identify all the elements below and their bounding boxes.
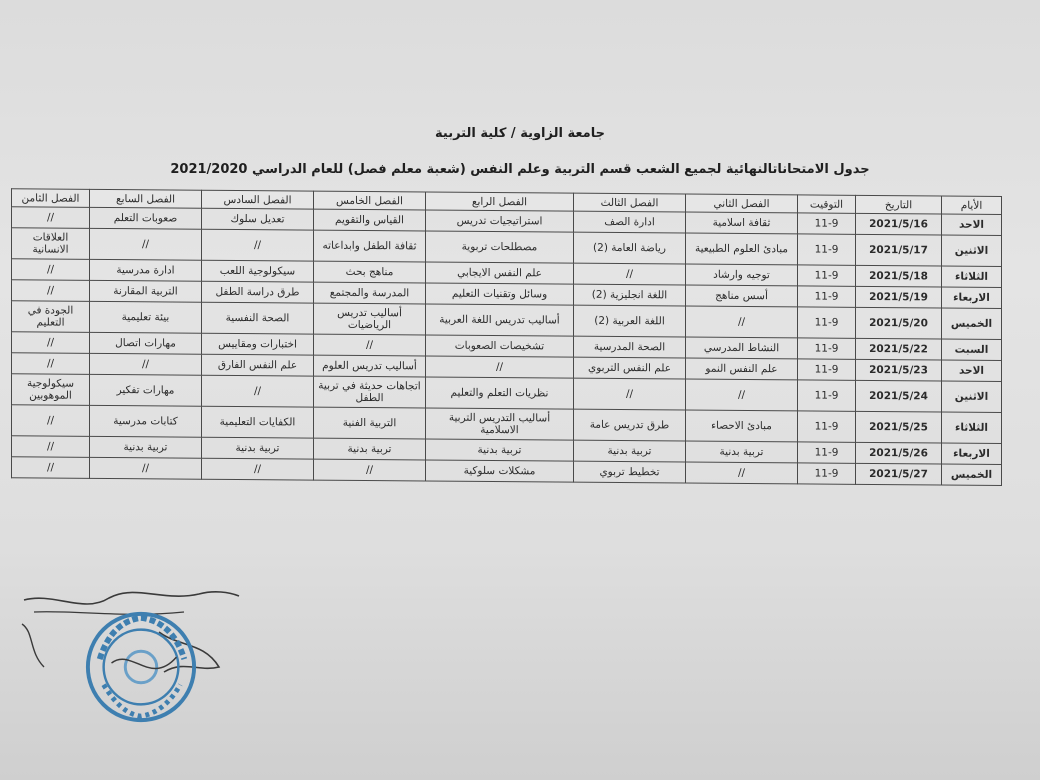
course-cell: الكفايات التعليمية [202,406,314,438]
day-cell: الخميس [942,308,1002,339]
column-header: الفصل الثامن [12,189,90,208]
course-cell: // [90,457,202,479]
column-header: الفصل الثالث [574,193,686,212]
course-cell: وسائل وتقنيات التعليم [426,283,574,305]
course-cell: // [12,280,90,302]
course-cell: الصحة المدرسية [574,336,686,358]
course-cell: // [12,405,90,437]
course-cell: النشاط المدرسي [686,337,798,359]
course-cell: علم النفس النمو [686,358,798,380]
date-cell: 2021/5/20 [856,307,942,339]
course-cell: // [12,332,90,354]
course-cell: مهارات تفكير [90,374,202,406]
course-cell: // [314,334,426,356]
course-cell: بيئة تعليمية [90,301,202,333]
signature-stroke [22,624,44,667]
course-cell: تربية بدنية [426,439,574,461]
time-cell: 11-9 [798,307,856,338]
day-cell: الاثنين [942,381,1002,412]
course-cell: استراتيجيات تدريس [426,210,574,232]
course-cell: مشكلات سلوكية [426,460,574,482]
course-cell: ثقافة الطفل وابداعاته [314,230,426,262]
course-cell: العلاقات الانسانية [12,228,90,260]
university-heading: جامعة الزاوية / كلية التربية [435,126,605,141]
course-cell: // [12,259,90,281]
course-cell: طرق دراسة الطفل [202,281,314,303]
course-cell: توجيه وارشاد [686,264,798,286]
course-cell: نظريات التعلم والتعليم [426,377,574,409]
date-cell: 2021/5/17 [856,234,942,266]
course-cell: أسس مناهج [686,285,798,307]
course-cell: تربية بدنية [202,437,314,459]
signature-stroke [24,592,239,604]
date-cell: 2021/5/27 [856,463,942,485]
date-cell: 2021/5/24 [856,380,942,412]
course-cell: التربية المقارنة [90,280,202,302]
day-cell: الخميس [942,464,1002,485]
column-header: الأيام [942,196,1002,214]
exam-schedule-title: جدول الامتحاناتالنهائية لجميع الشعب قسم التربية وعلم النفس (شعبة معلم فصل) للعام الدراسي 2021/2020 [170,162,870,177]
course-cell: // [686,379,798,411]
column-header: الفصل الخامس [314,191,426,210]
column-header: التاريخ [856,195,942,214]
course-cell: تشخيصات الصعوبات [426,335,574,357]
course-cell: تعديل سلوك [202,208,314,230]
course-cell: الصحة النفسية [202,302,314,334]
course-cell: // [202,375,314,407]
day-cell: الاثنين [942,235,1002,266]
course-cell: التربية الفنية [314,407,426,439]
course-cell: // [90,353,202,375]
course-cell: أساليب تدريس العلوم [314,355,426,377]
course-cell: تربية بدنية [90,436,202,458]
column-header: التوقيت [798,195,856,213]
day-cell: الاحد [942,360,1002,381]
course-cell: // [12,353,90,375]
course-cell: ادارة مدرسية [90,259,202,281]
course-cell: مصطلحات تربوية [426,231,574,263]
course-cell: سيكولوجية الموهوبين [12,374,90,406]
stamp-signature-overlay [112,657,177,668]
course-cell: الجودة في التعليم [12,301,90,333]
time-cell: 11-9 [798,380,856,411]
course-cell: مبادئ العلوم الطبيعية [686,233,798,265]
date-cell: 2021/5/26 [856,442,942,464]
course-cell: رياضة العامة (2) [574,232,686,264]
date-cell: 2021/5/22 [856,338,942,360]
time-cell: 11-9 [798,359,856,380]
course-cell: اتجاهات حديثة في تربية الطفل [314,376,426,408]
day-cell: الثلاثاء [942,266,1002,287]
course-cell: علم النفس الايجابي [426,262,574,284]
date-cell: 2021/5/18 [856,265,942,287]
course-cell: // [314,459,426,481]
date-cell: 2021/5/23 [856,359,942,381]
course-cell: مبادئ الاحصاء [686,410,798,442]
stamp-emblem [125,651,156,682]
time-cell: 11-9 [798,265,856,286]
exam-schedule-table [11,188,1002,486]
course-cell: // [90,228,202,260]
course-cell: تربية بدنية [314,438,426,460]
course-cell: اللغة انجليزية (2) [574,284,686,306]
time-cell: 11-9 [798,234,856,265]
course-cell: كتابات مدرسية [90,405,202,437]
course-cell: // [426,356,574,378]
course-cell: ادارة الصف [574,211,686,233]
course-cell: // [574,263,686,285]
time-cell: 11-9 [798,286,856,307]
time-cell: 11-9 [798,411,856,442]
course-cell: // [12,207,90,229]
course-cell: أساليب تدريس الرياضيات [314,303,426,335]
stamp-inner-ring [104,630,179,705]
day-cell: الاربعاء [942,443,1002,464]
day-cell: الاحد [942,214,1002,235]
university-stamp [82,608,200,726]
course-cell: تربية بدنية [686,441,798,463]
time-cell: 11-9 [798,213,856,234]
course-cell: القياس والتقويم [314,209,426,231]
course-cell: المدرسة والمجتمع [314,282,426,304]
course-cell: أساليب تدريس اللغة العربية [426,304,574,336]
date-cell: 2021/5/25 [856,411,942,443]
course-cell: // [686,462,798,484]
course-cell: علم النفس التربوي [574,357,686,379]
course-cell: تخطيط تربوي [574,461,686,483]
course-cell: // [574,378,686,410]
column-header: الفصل السابع [90,189,202,208]
course-cell: // [12,457,90,479]
time-cell: 11-9 [798,442,856,463]
day-cell: الثلاثاء [942,412,1002,443]
course-cell: اختبارات ومقاييس [202,333,314,355]
course-cell: طرق تدريس عامة [574,409,686,441]
course-cell: ثقافة اسلامية [686,212,798,234]
course-cell: أساليب التدريس التربية الاسلامية [426,408,574,440]
course-cell: صعوبات التعلم [90,207,202,229]
day-cell: الاربعاء [942,287,1002,308]
course-cell: تربية بدنية [574,440,686,462]
day-cell: السبت [942,339,1002,360]
course-cell: // [202,229,314,261]
date-cell: 2021/5/16 [856,213,942,235]
time-cell: 11-9 [798,463,856,484]
course-cell: مهارات اتصال [90,332,202,354]
course-cell: اللغة العربية (2) [574,305,686,337]
column-header: الفصل السادس [202,190,314,209]
column-header: الفصل الرابع [426,192,574,211]
course-cell: سيكولوجية اللعب [202,260,314,282]
course-cell: // [686,306,798,338]
course-cell: علم النفس الفارق [202,354,314,376]
course-cell: // [12,436,90,458]
date-cell: 2021/5/19 [856,286,942,308]
course-cell: // [202,458,314,480]
course-cell: مناهج بحث [314,261,426,283]
time-cell: 11-9 [798,338,856,359]
column-header: الفصل الثاني [686,194,798,213]
